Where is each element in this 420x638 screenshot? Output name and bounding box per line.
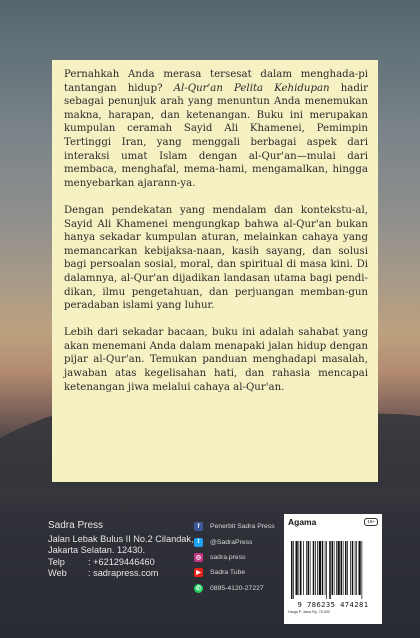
barcode-bar [347,541,348,595]
social-row-twitter [194,534,284,549]
barcode-bar [293,541,294,599]
barcode-bar [341,541,343,595]
instagram-icon: ◎ [195,554,202,561]
barcode-bar [315,541,316,595]
barcode-bar [338,541,340,595]
barcode-bar [306,541,307,595]
age-rating-badge: 18+ [364,518,378,526]
barcode-bar [355,541,356,595]
barcode-bar [325,541,326,595]
barcode-bar [350,541,351,595]
twitter-label: @SadraPress [210,538,253,546]
whatsapp-icon: ✆ [195,585,202,592]
social-row-instagram [194,550,284,565]
barcode-bar [334,541,335,595]
barcode-bar [329,541,331,599]
barcode-bar [343,541,344,595]
barcode-bar [359,541,361,595]
genre-row [288,517,378,527]
barcode-panel [284,514,382,624]
blurb-paragraph-3: Lebih dari sekadar bacaan, buku ini adalah sahabat yang akan menemani Anda dalam menapaki jalan hidup dengan pijar al-Qur'an. Temukan panduan menghadapi masalah, jawaban atas kegelisahan hati, dan rahasia mencapai ketenangan jiwa melalui cahaya al-Qur'an. [64,327,368,393]
barcode-bar [336,541,337,595]
social-links [194,519,284,596]
publisher-address-line-1: Jalan Lebak Bulus II No.2 Cilandak, [48,533,194,544]
telephone-value: : +62129446460 [88,556,155,567]
barcode-bar [356,541,357,595]
barcode-bar [303,541,304,595]
barcode-bar [308,541,310,595]
barcode-bar [291,541,293,599]
youtube-icon: ▶ [194,568,203,577]
blurb-text: hadir sebagai penunjuk arah yang menuntun Anda menemukan makna, harapan, dan ketenangan. Buku ini merupakan kumpulan ceramah Sayid Ali Khamenei, Pemimpin Tertinggi Iran, yang menggali berbagai aspek dari interaksi umat Islam dengan al-Qur'an—mulai dari membaca, menghafal, mema-hami, mengamalkan, hingga menyebarkan ajarann-ya. [64,82,368,189]
barcode-bar [352,541,354,595]
isbn-barcode [288,541,378,599]
blurb-panel [52,60,378,482]
instagram-label: sadra.press [210,553,246,561]
barcode-bar [299,541,300,595]
blurb-text: Pernahkah Anda merasa tersesat dalam menghada-pi tantangan hidup? [64,69,368,94]
website-label: Web [48,568,67,579]
barcode-bar [319,541,321,595]
price-text: Harga P. Jawa Rp. 75.000 [288,610,330,614]
website-value: : sadrapress.com [88,568,159,579]
barcode-bar [300,541,302,595]
social-row-youtube [194,565,284,580]
barcode-bar [296,541,298,595]
barcode-bar [313,541,315,595]
publisher-name: Sadra Press [48,520,104,531]
facebook-icon: f [194,522,203,531]
barcode-bar [317,541,318,595]
book-title-italic: Al-Qur'an Pelita Kehidupan [173,82,330,94]
whatsapp-label: 0895-4120-27227 [210,584,264,592]
youtube-label: Sadra Tube [210,569,246,577]
telephone-label: Telp [48,556,65,567]
barcode-bar [322,541,324,595]
genre-label: Agama [288,517,317,527]
blurb-paragraph-1 [64,68,368,190]
barcode-bar [362,541,363,599]
barcode-bar [310,541,311,595]
barcode-bar [345,541,347,595]
barcode-bar [326,541,327,599]
barcode-bar [332,541,334,595]
blurb-paragraph-2: Dengan pendekatan yang mendalam dan kontekstu-al, Sayid Ali Khamenei mengungkap bahwa al-Qur'an bukan hanya sekadar kumpulan aturan, melainkan cahaya yang memancarkan kebijaksa-naan, kasih sayang, dan solusi bagi persoalan sosial, moral, dan spiritual di masa kini. Di dalamnya, al-Qur'an dijadikan landasan utama bagi pendi-dikan, ilmu pengetahuan, dan perjuangan memban-gun peradaban islami yang luhur. [64,204,368,312]
facebook-label: Penerbit Sadra Press [210,523,275,531]
social-row-facebook [194,519,284,534]
isbn-digits: 9 786235 474281 [297,600,369,609]
social-row-whatsapp [194,581,284,596]
twitter-icon: t [194,538,203,547]
publisher-address-line-2: Jakarta Selatan. 12430. [48,545,146,556]
